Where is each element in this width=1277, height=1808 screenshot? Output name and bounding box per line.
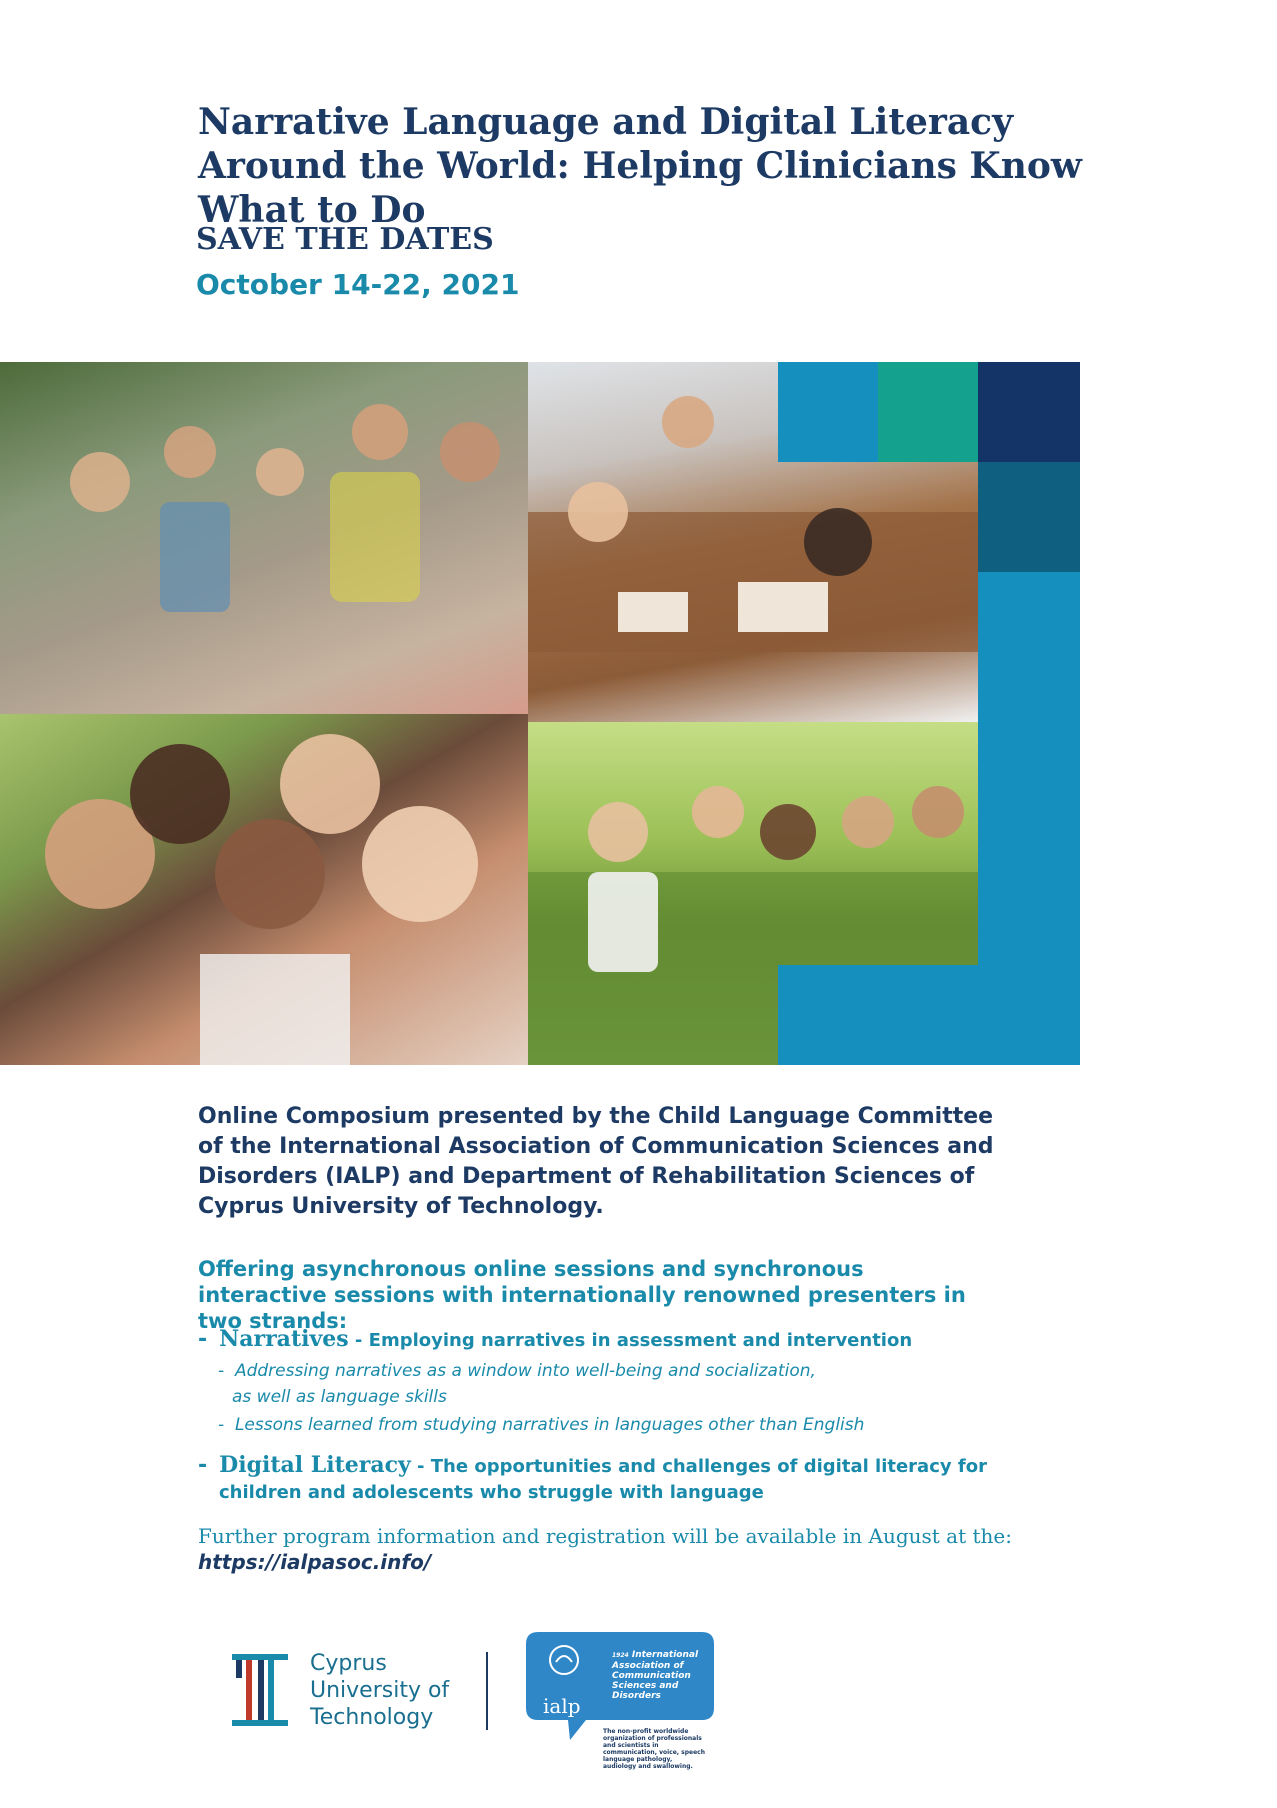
registration-link[interactable]: https://ialpasoc.info/ <box>198 1550 432 1574</box>
ialp-full-name <box>612 1650 712 1701</box>
decor-block-blue <box>778 362 878 462</box>
decor-block-blue-tall <box>978 572 1080 1065</box>
subpoint-wellbeing <box>218 1358 1018 1410</box>
save-the-dates-heading: SAVE THE DATES <box>196 222 494 257</box>
strand-description-line2: children and adolescents who struggle with language <box>219 1482 764 1503</box>
event-dates: October 14-22, 2021 <box>196 268 520 301</box>
cut-line2: University of <box>310 1678 450 1703</box>
decor-block-blue-bottom <box>778 965 978 1065</box>
logo-divider <box>486 1652 488 1730</box>
page-title: Narrative Language and Digital Literacy Around the World: Helping Clinicians Know What to Do <box>198 101 1082 231</box>
strand-name: Digital Literacy <box>219 1452 411 1478</box>
strand-name: Narratives <box>219 1326 349 1352</box>
decor-block-navy <box>978 362 1080 462</box>
subpoint-dash: - <box>218 1415 225 1435</box>
photo-children-circle-art <box>0 362 528 714</box>
offering-paragraph: Offering asynchronous online sessions and synchronous interactive sessions with internationally renowned presenters in two strands: <box>198 1257 966 1333</box>
photo-teens-selfie <box>0 714 528 1065</box>
subpoint-line1: Addressing narratives as a window into well-being and socialization, <box>234 1361 816 1381</box>
strand-narratives <box>198 1326 1018 1354</box>
decor-block-green <box>878 362 978 462</box>
ialp-name: International Association of Communication Sciences and Disorders <box>612 1650 699 1701</box>
subpoint-dash: - <box>218 1361 225 1381</box>
ialp-year: 1924 <box>612 1652 629 1659</box>
subpoint-line2: as well as language skills <box>232 1387 447 1407</box>
subpoint-line1: Lessons learned from studying narratives in languages other than English <box>234 1415 865 1435</box>
photo-children-circle <box>0 362 528 714</box>
strand-description: - The opportunities and challenges of digital literacy for <box>410 1456 987 1477</box>
ialp-wordmark: ialp <box>543 1694 581 1718</box>
strand-dash: - <box>198 1453 208 1478</box>
cut-line1: Cyprus <box>310 1651 387 1676</box>
decor-block-deep <box>978 462 1080 572</box>
photo-teens-selfie-art <box>0 714 528 1065</box>
cut-line3: Technology <box>310 1705 434 1730</box>
strand-digital-literacy <box>198 1452 1018 1506</box>
cut-logo-mark <box>232 1654 288 1726</box>
intro-paragraph: Online Composium presented by the Child Language Committee of the International Association of Communication Sciences and Disorders (IALP) and Department of Rehabilitation Sciences of Cyprus University of Technology. <box>198 1104 994 1219</box>
strand-description: - Employing narratives in assessment and intervention <box>348 1330 913 1351</box>
strand-dash: - <box>198 1327 208 1352</box>
further-info: Further program information and registration will be available in August at the: <box>198 1524 1012 1548</box>
subpoint-languages <box>218 1412 1018 1438</box>
cut-logo-text <box>310 1650 449 1731</box>
ialp-tagline: The non-profit worldwide organization of professionals and scientists in communication, voice, speech language pathology, audiology and swallowing. <box>603 1728 705 1770</box>
